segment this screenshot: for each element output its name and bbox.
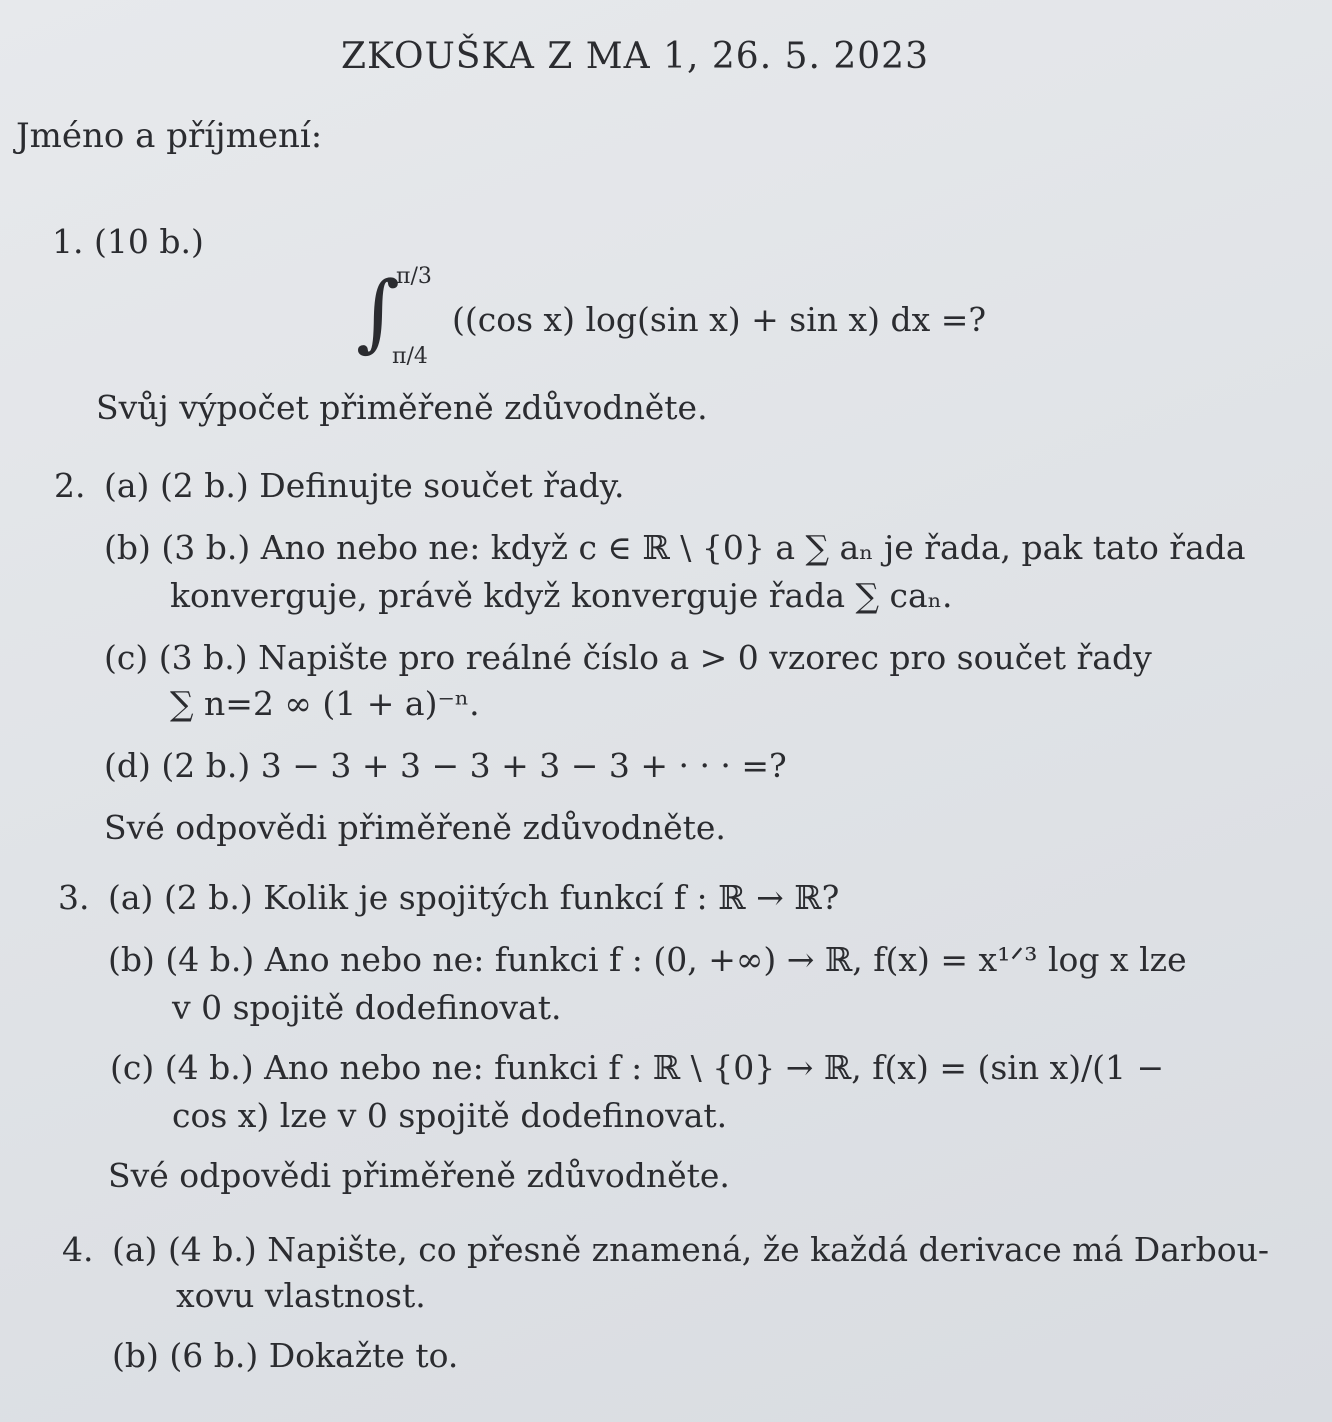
problem-1-integral bbox=[356, 262, 1016, 372]
problem-2-note: Své odpovědi přiměřeně zdůvodněte. bbox=[104, 808, 726, 847]
problem-2b bbox=[104, 528, 1246, 567]
problem-2d bbox=[104, 746, 787, 785]
part-label: (a) bbox=[108, 878, 154, 917]
problem-1-heading bbox=[52, 222, 204, 261]
problem-1-note: Svůj výpočet přiměřeně zdůvodněte. bbox=[96, 388, 708, 427]
part-label: (b) bbox=[112, 1336, 159, 1375]
problem-3b-cont: v 0 spojitě dodefinovat. bbox=[172, 988, 562, 1027]
part-text: (4 b.) Napište, co přesně znamená, že každá derivace má Darbou- bbox=[167, 1230, 1270, 1269]
part-label: (a) bbox=[104, 466, 150, 505]
problem-1-points: (10 b.) bbox=[94, 222, 204, 261]
problem-4a-cont: xovu vlastnost. bbox=[176, 1276, 426, 1315]
part-text: (6 b.) Dokažte to. bbox=[169, 1336, 459, 1375]
problem-3c bbox=[110, 1048, 1164, 1087]
part-label: (c) bbox=[110, 1048, 155, 1087]
problem-2a bbox=[104, 466, 624, 505]
integral-expression: ((cos x) log(sin x) + sin x) dx =? bbox=[452, 300, 987, 339]
problem-3a bbox=[108, 878, 839, 917]
part-label: (b) bbox=[104, 528, 151, 567]
part-text: (4 b.) Ano nebo ne: funkci f : ℝ \ {0} → ℝ, f(x) = (sin x)/(1 − bbox=[164, 1048, 1165, 1087]
problem-3c-cont: cos x) lze v 0 spojitě dodefinovat. bbox=[172, 1096, 728, 1135]
problem-4b bbox=[112, 1336, 458, 1375]
part-label: (a) bbox=[112, 1230, 158, 1269]
integral-lower-bound: π/4 bbox=[392, 344, 428, 369]
part-label: (c) bbox=[104, 638, 149, 677]
part-text: (3 b.) Ano nebo ne: když c ∈ ℝ \ {0} a ∑ aₙ je řada, pak tato řada bbox=[161, 528, 1246, 567]
part-text: (2 b.) Definujte součet řady. bbox=[159, 466, 625, 505]
problem-4-number: 4. bbox=[62, 1230, 94, 1269]
problem-2c-cont: ∑ n=2 ∞ (1 + a)⁻ⁿ. bbox=[170, 684, 480, 723]
problem-4a bbox=[112, 1230, 1269, 1269]
integral-sign-icon: ∫ bbox=[356, 263, 400, 361]
part-text: (4 b.) Ano nebo ne: funkci f : (0, +∞) → ℝ, f(x) = x¹ᐟ³ log x lze bbox=[165, 940, 1187, 979]
part-text: (3 b.) Napište pro reálné číslo a > 0 vzorec pro součet řady bbox=[158, 638, 1152, 677]
problem-3-note: Své odpovědi přiměřeně zdůvodněte. bbox=[108, 1156, 730, 1195]
part-label: (b) bbox=[108, 940, 155, 979]
part-text: (2 b.) 3 − 3 + 3 − 3 + 3 − 3 + · · · =? bbox=[161, 746, 787, 785]
part-label: (d) bbox=[104, 746, 151, 785]
problem-1-number: 1. bbox=[52, 222, 84, 261]
problem-2c bbox=[104, 638, 1152, 677]
name-field-label: Jméno a příjmení: bbox=[16, 116, 323, 156]
exam-title: ZKOUŠKA Z MA 1, 26. 5. 2023 bbox=[341, 36, 929, 77]
problem-2b-cont: konverguje, právě když konverguje řada ∑ caₙ. bbox=[170, 576, 953, 615]
problem-2-number: 2. bbox=[54, 466, 86, 505]
problem-3-number: 3. bbox=[58, 878, 90, 917]
integral-upper-bound: π/3 bbox=[396, 264, 432, 289]
problem-3b bbox=[108, 940, 1187, 979]
part-text: (2 b.) Kolik je spojitých funkcí f : ℝ → ℝ? bbox=[163, 878, 840, 917]
